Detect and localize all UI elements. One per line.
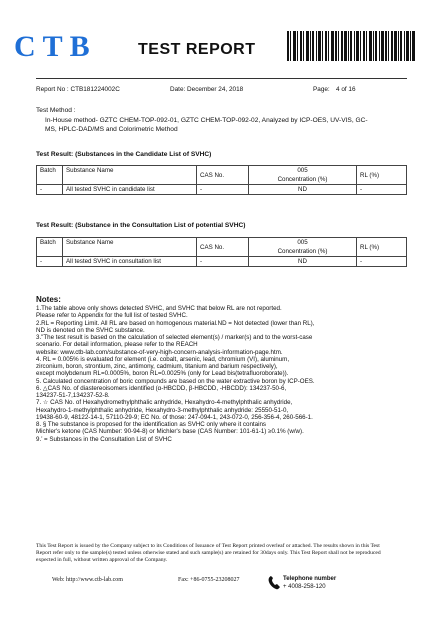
candidate-heading: Test Result: (Substances in the Candidate List of SVHC) <box>36 151 212 158</box>
cell-substance-name: All tested SVHC in consultation list <box>63 257 197 267</box>
cell-rl: - <box>357 257 407 267</box>
note-line: Hexahydro-1-methylphthalic anhydride, Hexahydro-3-methylphthalic anhydride: 25550-51-0, <box>36 406 289 414</box>
note-line: 6. △CAS No. of diastereoisomers identified (α-HBCDD, β-HBCDD, -HBCDD): 134237-50-6, <box>36 384 287 392</box>
note-line: except molybdenum RL=0.0005%, boron RL=0.0025% (only for Lead bis(tetrafluoroborate)). <box>36 370 289 378</box>
ctb-logo: CTB <box>14 30 97 63</box>
telephone-label: Telephone number <box>283 576 337 582</box>
note-line: Michler's ketone (CAS Number: 90-94-8) or Michler's base (CAS Number: 101-61-1) ≥0.1% (w/w). <box>36 428 304 436</box>
note-line: 9.’ = Substances in the Consultation List of SVHC <box>36 435 172 443</box>
page-label: Page: <box>313 86 330 93</box>
cell-batch: - <box>37 257 63 267</box>
cell-cas-no: - <box>197 185 249 195</box>
footer-telephone <box>283 576 336 591</box>
note-line: zirconium, boron, strontium, zinc, antimony, cadmium, titanium and barium respectively), <box>36 363 278 370</box>
report-title: TEST REPORT <box>138 41 256 58</box>
footer-web: Web: http://www.ctb-lab.com <box>52 577 123 583</box>
consultation-table <box>36 237 407 267</box>
cell-rl: - <box>357 185 407 195</box>
col-rl: RL (%) <box>357 238 407 257</box>
cell-cas-no: - <box>197 257 249 267</box>
report-date: Date: December 24, 2018 <box>170 86 244 93</box>
cell-concentration: ND <box>249 185 357 195</box>
note-line: 3."The test result is based on the calculation of selected element(s) / marker(s) and to the worst-case <box>36 334 313 341</box>
table-row <box>37 257 407 267</box>
col-batch: Batch <box>37 166 63 185</box>
note-line: scenario. For detail information, please refer to the REACH <box>36 341 198 349</box>
report-number: Report No : CTB181224002C <box>36 86 120 93</box>
col-cas-no: CAS No. <box>197 166 249 185</box>
notes-list <box>36 305 408 443</box>
note-line: 8. § The substance is proposed for the identification as SVHC only where it contains <box>36 421 266 428</box>
test-method-body: In-House method- GZTC CHEM-TOP-092-01, GZTC CHEM-TOP-092-02, Analyzed by ICP-OES, UV-VIS, GC-MS, HPLC-DAD/MS and Colorimetric Method <box>45 117 368 133</box>
note-line: 7. ☆ CAS No. of Hexahydromethylphthalic anhydride, Hexahydro-4-methylphthalic anhydride, <box>36 399 293 407</box>
page-number: 4 of 16 <box>336 86 356 93</box>
candidate-table <box>36 165 407 195</box>
consultation-heading: Test Result: (Substance in the Consultation List of potential SVHC) <box>36 222 246 229</box>
header-divider <box>36 78 407 79</box>
note-line: 19438-60-9, 48122-14-1, 57110-29-9; EC No. of those: 247-094-1, 243-072-0, 256-356-4, 260-566-1. <box>36 413 313 421</box>
table-header-row <box>37 238 407 248</box>
col-substance-name: Substance Name <box>63 238 197 257</box>
note-line: 1.The table above only shows detected SVHC, and SVHC that below RL are not reported. <box>36 305 282 312</box>
barcode-icon <box>287 31 415 61</box>
footer-disclaimer: This Test Report is issued by the Company subject to its Conditions of Issuance of Test Report printed overleaf or attached. The results shown in this Test Report refer only to the sample(s) tested unless otherwise stated and such sample(s) are retained for 30days only. This Test Report shall not be reproduced expected in full, without written approval of the Company. <box>36 543 381 563</box>
col-cas-no: CAS No. <box>197 238 249 257</box>
note-line: 5. Calculated concentration of boric compounds are based on the water extractive boron by ICP-OES. <box>36 377 315 385</box>
col-rl: RL (%) <box>357 166 407 185</box>
col-batch: Batch <box>37 238 63 257</box>
phone-icon <box>268 575 281 590</box>
table-row <box>37 185 407 195</box>
note-line: 2.RL = Reporting Limit. All RL are based on homogenous material.ND = Not detected (lower than RL), <box>36 319 315 327</box>
note-line: ND is denoted on the SVHC substance. <box>36 326 145 334</box>
note-line: 4. RL = 0.005% is evaluated for element (i.e. cobalt, arsenic, lead, chromium (VI), aluminum, <box>36 355 290 363</box>
notes-title: Notes: <box>36 295 61 304</box>
table-header-row <box>37 166 407 176</box>
note-line: website: www.ctb-lab.com/substance-of-very-high-concern-analysis-information-page.htm. <box>36 348 283 356</box>
footer-fax: Fax: +86-0755-23208027 <box>178 577 240 583</box>
note-line: 134237-51-7,134237-52-8. <box>36 392 110 399</box>
col-concentration: Concentration (%) <box>249 175 357 185</box>
cell-concentration: ND <box>249 257 357 267</box>
col-substance-name: Substance Name <box>63 166 197 185</box>
note-line: Please refer to Appendix for the full list of tested SVHC. <box>36 312 188 320</box>
telephone-value: + 4008-258-120 <box>283 583 326 590</box>
col-sample-id: 005 <box>249 166 357 176</box>
cell-batch: - <box>37 185 63 195</box>
col-concentration: Concentration (%) <box>249 247 357 257</box>
cell-substance-name: All tested SVHC in candidate list <box>63 185 197 195</box>
col-sample-id: 005 <box>249 238 357 248</box>
test-method-heading: Test Method : <box>36 107 76 114</box>
